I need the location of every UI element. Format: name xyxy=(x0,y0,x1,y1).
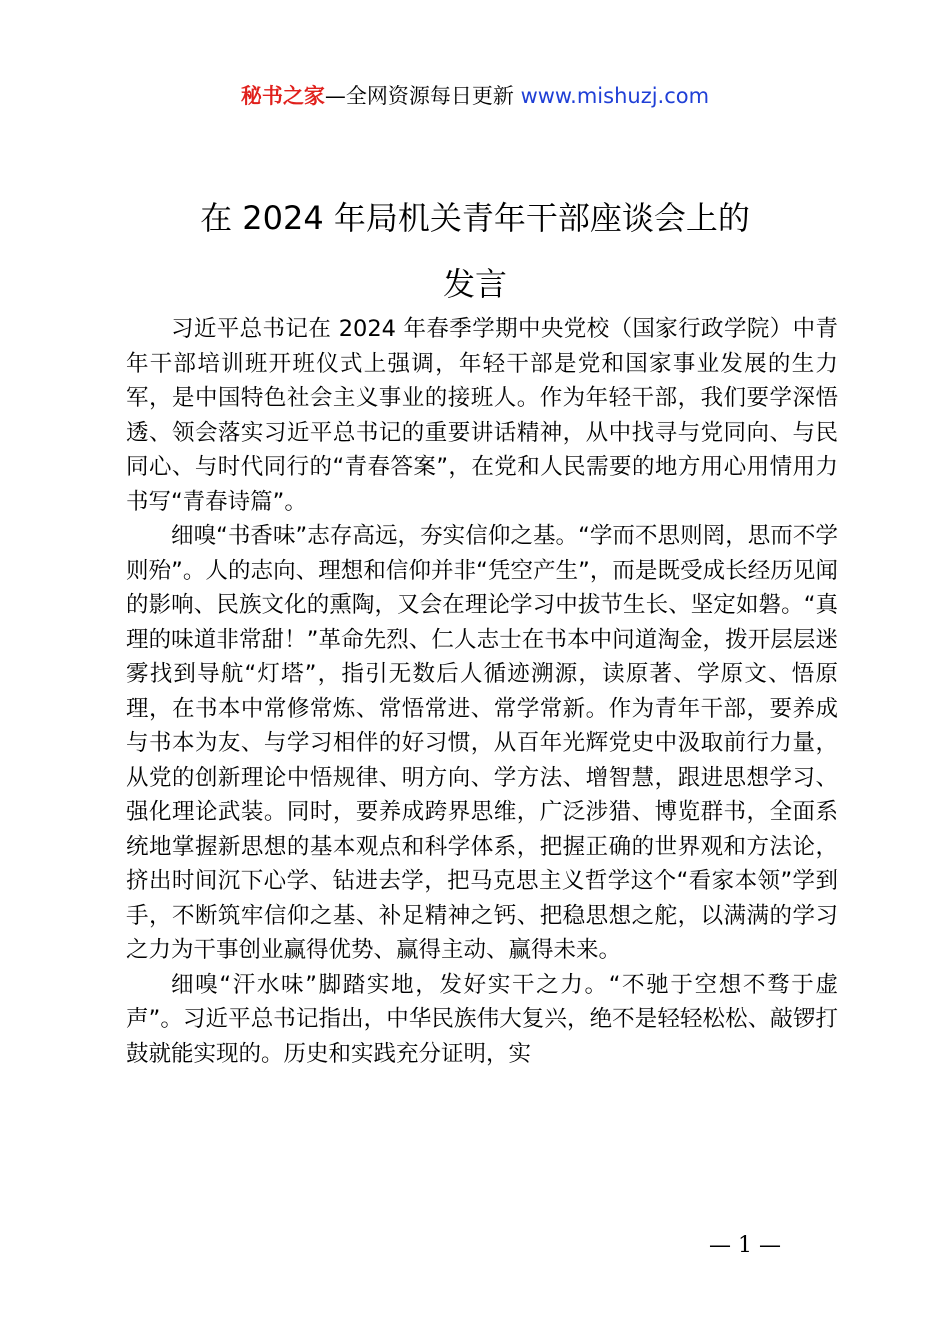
document-title xyxy=(0,185,950,317)
site-url-link[interactable]: www.mishuzj.com xyxy=(520,84,710,108)
document-title-line-2: 发言 xyxy=(442,265,507,303)
site-tagline: —全网资源每日更新 xyxy=(324,84,521,108)
body-paragraph-1: 习近平总书记在 2024 年春季学期中央党校（国家行政学院）中青年干部培训班开班仪式上强调，年轻干部是党和国家事业发展的生力军，是中国特色社会主义事业的接班人。作为年轻干部，我们要学深悟透、领会落实习近平总书记的重要讲话精神，从中找寻与党同向、与民同心、与时代同行的“青春答案”，在党和人民需要的地方用心用情用力书写“青春诗篇”。 xyxy=(126,316,838,515)
document-title-line-1: 在 2024 年局机关青年干部座谈会上的 xyxy=(200,199,750,237)
page-number: — 1 — xyxy=(709,1233,781,1258)
body-paragraph-3: 细嗅“汗水味”脚踏实地，发好实干之力。“不驰于空想不骛于虚声”。习近平总书记指出，中华民族伟大复兴，绝不是轻轻松松、敲锣打鼓就能实现的。历史和实践充分证明，实 xyxy=(126,971,838,1067)
document-body xyxy=(126,312,838,1071)
site-header xyxy=(0,82,950,110)
site-brand: 秘书之家 xyxy=(240,84,325,108)
body-paragraph-2: 细嗅“书香味”志存高远，夯实信仰之基。“学而不思则罔，思而不学则殆”。人的志向、理想和信仰并非“凭空产生”，而是既受成长经历见闻的影响、民族文化的熏陶，又会在理论学习中拔节生长、坚定如磐。“真理的味道非常甜！”革命先烈、仁人志士在书本中问道淘金，拨开层层迷雾找到导航“灯塔”，指引无数后人循迹溯源，读原著、学原文、悟原理，在书本中常修常炼、常悟常进、常学常新。作为青年干部，要养成与书本为友、与学习相伴的好习惯，从百年光辉党史中汲取前行力量，从党的创新理论中悟规律、明方向、学方法、增智慧，跟进思想学习、强化理论武装。同时，要养成跨界思维，广泛涉猎、博览群书，全面系统地掌握新思想的基本观点和科学体系，把握正确的世界观和方法论，挤出时间沉下心学、钻进去学，把马克思主义哲学这个“看家本领”学到手，不断筑牢信仰之基、补足精神之钙、把稳思想之舵，以满满的学习之力为干事创业赢得优势、赢得主动、赢得未来。 xyxy=(126,523,838,963)
